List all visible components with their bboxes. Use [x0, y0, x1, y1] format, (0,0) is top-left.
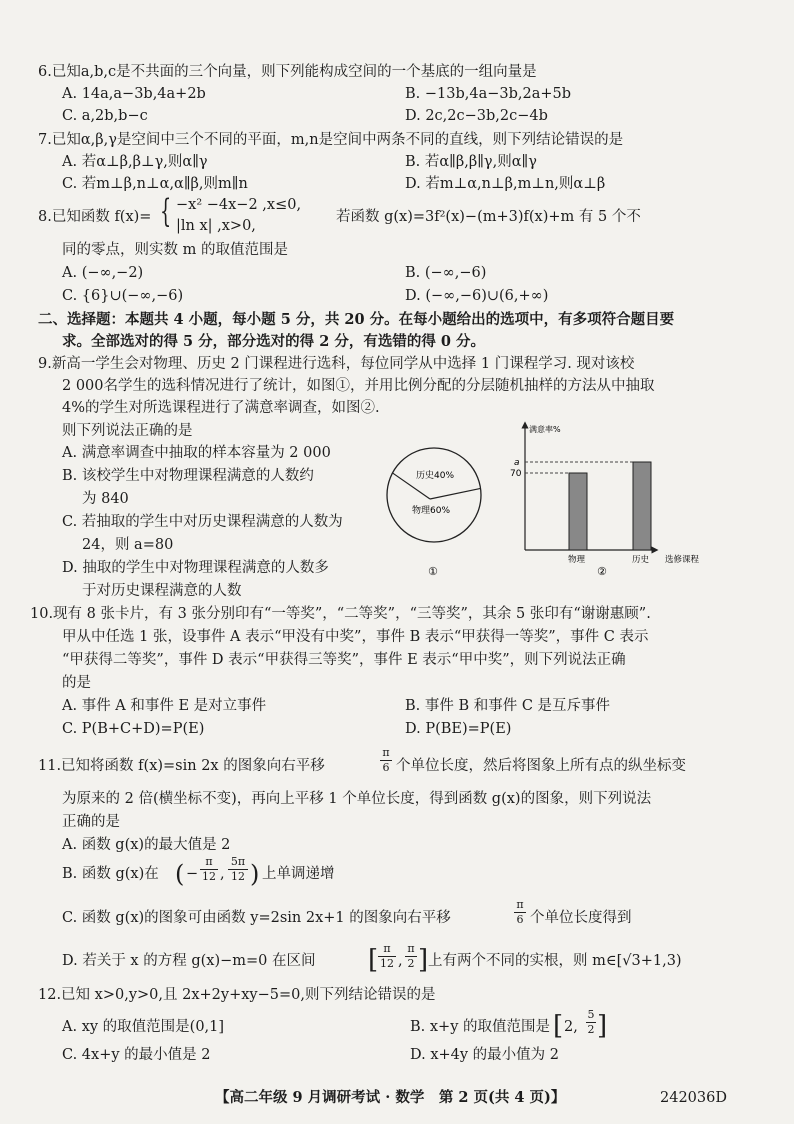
q8-option-c: C. {6}∪(−∞,−6): [62, 288, 184, 304]
y-axis-label: 满意率%: [529, 425, 561, 434]
q8-option-d: D. (−∞,−6)∪(6,+∞): [405, 288, 549, 304]
q11-stem-line1a: 11.已知将函数 f(x)=sin 2x 的图象向右平移: [38, 758, 325, 774]
q12-option-b-close-bracket: ]: [597, 1011, 608, 1041]
q9-option-c-line1: C. 若抽取的学生中对历史课程满意的人数为: [62, 514, 343, 530]
q11-option-d-frac2-num: π: [407, 942, 415, 955]
q12-option-b-prefix: B. x+y 的取值范围是: [410, 1019, 551, 1035]
q6-option-a: A. 14a,a−3b,4a+2b: [62, 86, 206, 102]
q11-option-c-prefix: C. 函数 g(x)的图象可由函数 y=2sin 2x+1 的图象向右平移: [62, 910, 451, 926]
q6-option-b: B. −13b,4a−3b,2a+5b: [405, 86, 572, 102]
q7-option-b: B. 若α∥β,β∥γ,则α∥γ: [405, 154, 537, 170]
q11-option-c-frac-den: 6: [516, 913, 524, 926]
q12-stem: 12.已知 x>0,y>0,且 2x+2y+xy−5=0,则下列结论错误的是: [38, 987, 436, 1003]
q11-option-c-frac-num: π: [516, 898, 524, 911]
q10-stem-line4: 的是: [62, 675, 91, 691]
x-tick-physics: 物理: [568, 555, 586, 565]
q10-option-b: B. 事件 B 和事件 C 是互斥事件: [405, 698, 611, 714]
pie-figure-label: ①: [428, 565, 438, 578]
bar-figure-label: ②: [597, 565, 607, 578]
q8-option-b: B. (−∞,−6): [405, 265, 487, 281]
q11-option-b-minus: −: [186, 866, 199, 882]
q11-option-a: A. 函数 g(x)的最大值是 2: [62, 837, 231, 853]
q7-option-d: D. 若m⊥α,n⊥β,m⊥n,则α⊥β: [405, 176, 606, 192]
q11-stem-line3: 正确的是: [62, 814, 120, 830]
q9-stem-line3: 4%的学生对所选课程进行了满意率调查，如图②.: [62, 400, 380, 416]
q11-option-d-frac2-den: 2: [407, 957, 415, 970]
q11-option-c-suffix: 个单位长度得到: [530, 910, 632, 926]
y-tick-70: 70: [510, 469, 522, 479]
q10-option-a: A. 事件 A 和事件 E 是对立事件: [62, 698, 267, 714]
q12-option-b-frac-den: 2: [587, 1023, 595, 1036]
q12-option-b-open-bracket: [: [553, 1011, 564, 1041]
q11-option-b-open-paren: (: [175, 860, 185, 888]
q7-option-c: C. 若m⊥β,n⊥α,α∥β,则m∥n: [62, 176, 248, 192]
q9-option-b-line1: B. 该校学生中对物理课程满意的人数约: [62, 468, 314, 484]
q11-option-d-comma: ,: [398, 953, 403, 969]
q9-option-d-line1: D. 抽取的学生中对物理课程满意的人数多: [62, 560, 329, 576]
q12-option-b-frac-num: 5: [587, 1008, 595, 1021]
q9-option-a: A. 满意率调查中抽取的样本容量为 2 000: [62, 445, 331, 461]
q6-option-d: D. 2c,2c−3b,2c−4b: [405, 108, 548, 124]
bar-history: [633, 462, 651, 550]
footer-code: 242036D: [660, 1090, 727, 1106]
section-2-instructions: 求。全部选对的得 5 分，部分选对的得 2 分，有选错的得 0 分。: [62, 333, 486, 350]
q9-stem-line4: 则下列说法正确的是: [62, 423, 193, 439]
q12-option-a: A. xy 的取值范围是(0,1]: [62, 1019, 225, 1035]
q11-option-b-comma: ,: [220, 866, 225, 882]
bar-chart-figure-2: [505, 420, 730, 580]
q10-stem-line2: 甲从中任选 1 张，设事件 A 表示“甲没有中奖”，事件 B 表示“甲获得一等奖”，事件 C 表示: [62, 629, 649, 645]
q12-option-d: D. x+4y 的最小值为 2: [410, 1047, 560, 1063]
q10-option-d: D. P(BE)=P(E): [405, 721, 512, 737]
pie-label-physics: 物理60%: [412, 506, 451, 516]
q9-option-c-line2: 24，则 a=80: [82, 537, 174, 553]
section-2-heading: 二、选择题：本题共 4 小题，每小题 5 分，共 20 分。在每小题给出的选项中，有多项符合题目要: [38, 311, 675, 328]
q7-option-a: A. 若α⊥β,β⊥γ,则α∥γ: [62, 154, 208, 170]
q11-option-d-close-bracket: ]: [418, 945, 429, 975]
x-tick-history: 历史: [632, 555, 650, 565]
q10-stem-line3: “甲获得二等奖”，事件 D 表示“甲获得三等奖”，事件 E 表示“甲中奖”，则下列说法正确: [62, 652, 626, 668]
q8-case-2: |ln x| ,x>0,: [176, 218, 256, 234]
q12-option-b-left: 2,: [564, 1019, 578, 1035]
q11-option-b-suffix: 上单调递增: [262, 866, 335, 882]
q8-stem-suffix: 若函数 g(x)=3f²(x)−(m+3)f(x)+m 有 5 个不: [336, 209, 641, 225]
q8-option-a: A. (−∞,−2): [62, 265, 144, 281]
q11-stem-line2: 为原来的 2 倍(横坐标不变)，再向上平移 1 个单位长度，得到函数 g(x)的图象，则下列说法: [62, 791, 652, 807]
q11-option-b-frac2-den: 12: [231, 870, 245, 883]
q9-stem-line2: 2 000名学生的选科情况进行了统计，如图①，并用比例分配的分层随机抽样的方法从中抽取: [62, 378, 655, 394]
bar-physics: [569, 473, 587, 550]
q11-option-d-open-bracket: [: [368, 945, 379, 975]
q8-stem-prefix: 8.已知函数 f(x)=: [38, 209, 152, 225]
q8-stem-line2: 同的零点，则实数 m 的取值范围是: [62, 242, 288, 258]
q6-option-c: C. a,2b,b−c: [62, 108, 148, 124]
footer-page-info: 【高二年级 9 月调研考试 · 数学 第 2 页(共 4 页)】: [215, 1089, 566, 1106]
q11-option-d-suffix: 上有两个不同的实根，则 m∈[√3+1,3): [428, 953, 682, 969]
q11-option-d-prefix: D. 若关于 x 的方程 g(x)−m=0 在区间: [62, 953, 316, 969]
pie-circle: [387, 448, 481, 542]
q7-stem: 7.已知α,β,γ是空间中三个不同的平面，m,n是空间中两条不同的直线，则下列结论错误的是: [38, 132, 624, 148]
pie-slice-boundary-1: [430, 488, 481, 499]
x-axis-label: 选修课程: [665, 555, 700, 565]
q8-brace: {: [160, 192, 172, 230]
q10-stem-line1: 10.现有 8 张卡片，有 3 张分别印有“一等奖”，“二等奖”，“三等奖”，其余 5 张印有“谢谢惠顾”.: [30, 606, 651, 622]
q11-frac-num: π: [382, 746, 390, 759]
q9-stem-line1: 9.新高一学生会对物理、历史 2 门课程进行选科，每位同学从中选择 1 门课程学习. 现对该校: [38, 356, 635, 372]
q12-option-c: C. 4x+y 的最小值是 2: [62, 1047, 211, 1063]
q11-option-b-close-paren: ): [250, 860, 260, 888]
q10-option-c: C. P(B+C+D)=P(E): [62, 721, 205, 737]
q11-option-b-frac1-num: π: [205, 855, 213, 868]
q11-option-b-frac1-den: 12: [202, 870, 216, 883]
q9-option-b-line2: 为 840: [82, 491, 129, 507]
q11-option-d-frac1-num: π: [383, 942, 391, 955]
q6-stem: 6.已知a,b,c是不共面的三个向量，则下列能构成空间的一个基底的一组向量是: [38, 64, 537, 80]
y-tick-a: a: [514, 458, 520, 468]
pie-label-history: 历史40%: [416, 471, 455, 481]
q11-option-b-frac2-num: 5π: [230, 855, 246, 868]
q11-option-d-frac1-den: 12: [380, 957, 394, 970]
pie-chart-figure-1: [378, 445, 498, 580]
q11-option-b-prefix: B. 函数 g(x)在: [62, 866, 159, 882]
q9-option-d-line2: 于对历史课程满意的人数: [82, 583, 242, 599]
q11-frac-den: 6: [382, 761, 390, 774]
q8-case-1: −x² −4x−2 ,x≤0,: [176, 197, 302, 213]
q11-stem-line1b: 个单位长度，然后将图象上所有点的纵坐标变: [396, 758, 686, 774]
